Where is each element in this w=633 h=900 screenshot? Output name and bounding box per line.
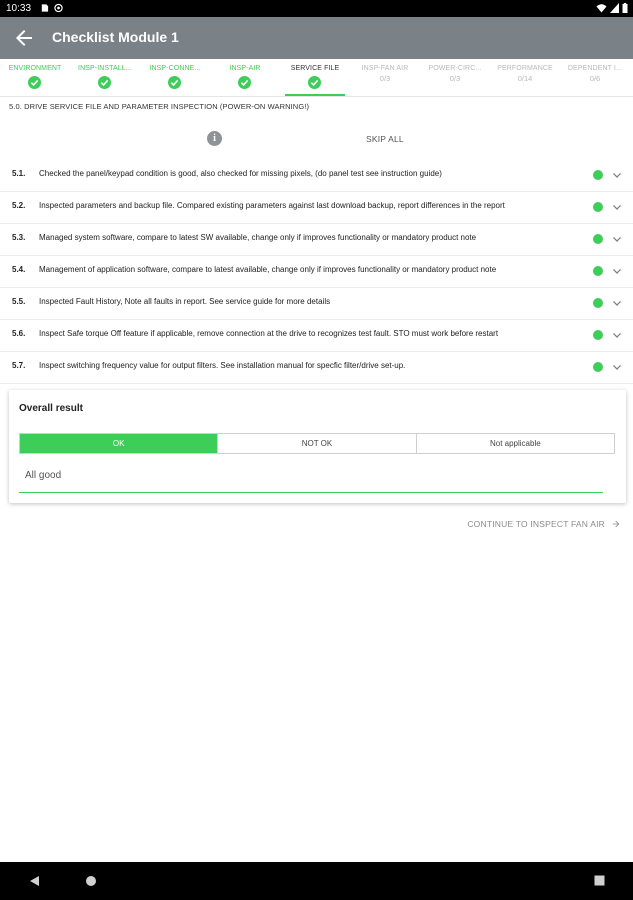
checklist-item[interactable]	[0, 351, 633, 384]
item-text: Inspect switching frequency value for output filters. See installation manual for specfic filter/drive set-up.	[39, 361, 406, 370]
checklist-item[interactable]	[0, 287, 633, 320]
chevron-down-icon[interactable]	[612, 330, 622, 340]
status-dot-icon	[593, 266, 603, 276]
app-bar	[0, 17, 633, 59]
status-bar	[0, 0, 633, 17]
item-number: 5.1.	[12, 169, 26, 178]
overall-result-title: Overall result	[19, 403, 83, 414]
skip-all-button[interactable]: SKIP ALL	[366, 134, 404, 144]
tab-step[interactable]	[490, 59, 560, 96]
continue-button[interactable]	[467, 519, 621, 529]
chevron-down-icon[interactable]	[612, 202, 622, 212]
check-circle-icon	[308, 76, 321, 89]
overall-result-card	[9, 390, 626, 503]
system-nav-bar	[0, 862, 633, 900]
item-text: Inspected Fault History, Note all faults in report. See service guide for more details	[39, 297, 331, 306]
status-dot-icon	[593, 202, 603, 212]
status-dot-icon	[593, 170, 603, 180]
checklist-item[interactable]	[0, 319, 633, 352]
item-number: 5.4.	[12, 265, 26, 274]
item-text: Managed system software, compare to latest SW available, change only if improves functionality or mandatory product note	[39, 233, 477, 242]
tab-step[interactable]	[280, 59, 350, 96]
back-arrow-icon[interactable]	[12, 26, 36, 50]
battery-icon	[622, 3, 628, 13]
nav-back-icon[interactable]	[29, 875, 40, 887]
tab-step-label: DEPENDENT I...	[567, 65, 623, 72]
checklist-item[interactable]	[0, 255, 633, 288]
continue-label: CONTINUE TO INSPECT FAN AIR	[467, 519, 605, 529]
step-tabs	[0, 59, 633, 96]
chevron-down-icon[interactable]	[612, 298, 622, 308]
item-number: 5.7.	[12, 361, 26, 370]
info-icon[interactable]: i	[207, 131, 222, 146]
clock: 10:33	[6, 3, 32, 14]
item-text: Inspect Safe torque Off feature if applicable, remove connection at the drive to recognizes test fault. STO must work before restart	[39, 329, 499, 338]
tab-step-count: 0/6	[589, 74, 601, 83]
page-title: Checklist Module 1	[52, 29, 179, 45]
tab-step-count: 0/3	[379, 74, 391, 83]
checklist-item[interactable]	[0, 223, 633, 256]
at-sign-icon	[54, 3, 63, 13]
signal-icon	[610, 3, 619, 13]
divider	[0, 96, 633, 97]
tab-step[interactable]	[140, 59, 210, 96]
status-dot-icon	[593, 298, 603, 308]
item-text: Management of application software, compare to latest available, change only if improves functionality or mandatory product note	[39, 265, 497, 274]
result-option[interactable]: NOT OK	[217, 434, 415, 453]
wifi-icon	[596, 3, 607, 13]
item-number: 5.2.	[12, 201, 26, 210]
tab-step[interactable]	[210, 59, 280, 96]
check-circle-icon	[238, 76, 251, 89]
tab-step-label: INSP-INSTALL...	[78, 65, 132, 72]
tab-step-label: PERFORMANCE	[497, 65, 553, 72]
check-circle-icon	[28, 76, 41, 89]
item-number: 5.3.	[12, 233, 26, 242]
status-dot-icon	[593, 234, 603, 244]
status-dot-icon	[593, 362, 603, 372]
tab-step-label: ENVIRONMENT	[8, 65, 62, 72]
item-text: Inspected parameters and backup file. Compared existing parameters against last download backup, report differences in the report	[39, 201, 505, 210]
chevron-down-icon[interactable]	[612, 362, 622, 372]
status-dot-icon	[593, 330, 603, 340]
tab-step-label: INSP-CONNE...	[149, 65, 201, 72]
section-title: 5.0. DRIVE SERVICE FILE AND PARAMETER INSPECTION (POWER-ON WARNING!)	[9, 102, 310, 111]
tab-step[interactable]	[350, 59, 420, 96]
nav-home-icon[interactable]	[85, 875, 97, 887]
item-number: 5.6.	[12, 329, 26, 338]
tab-step[interactable]	[70, 59, 140, 96]
checklist-item[interactable]	[0, 191, 633, 224]
check-circle-icon	[98, 76, 111, 89]
comment-field-container	[19, 466, 603, 493]
tab-step-label: SERVICE FILE	[290, 65, 340, 72]
arrow-forward-icon	[611, 519, 621, 529]
result-option[interactable]: OK	[20, 434, 217, 453]
tab-step-count: 0/14	[517, 74, 533, 83]
tab-step[interactable]	[0, 59, 70, 96]
result-segmented-control	[19, 433, 615, 454]
checklist-item[interactable]	[0, 159, 633, 192]
chevron-down-icon[interactable]	[612, 234, 622, 244]
result-option[interactable]: Not applicable	[416, 434, 614, 453]
item-number: 5.5.	[12, 297, 26, 306]
chevron-down-icon[interactable]	[612, 266, 622, 276]
tab-step-count: 0/3	[449, 74, 461, 83]
sd-card-icon	[40, 3, 49, 13]
comment-input[interactable]	[25, 470, 585, 481]
tab-step-label: INSP-AIR	[229, 65, 261, 72]
chevron-down-icon[interactable]	[612, 170, 622, 180]
tab-step[interactable]	[560, 59, 630, 96]
tab-step[interactable]	[420, 59, 490, 96]
tab-step-label: INSP-FAN AIR	[361, 65, 409, 72]
tab-step-label: POWER-CIRC...	[428, 65, 482, 72]
item-text: Checked the panel/keypad condition is good, also checked for missing pixels, (do panel test see instruction guide)	[39, 169, 442, 178]
check-circle-icon	[168, 76, 181, 89]
nav-recents-icon[interactable]	[594, 875, 605, 886]
